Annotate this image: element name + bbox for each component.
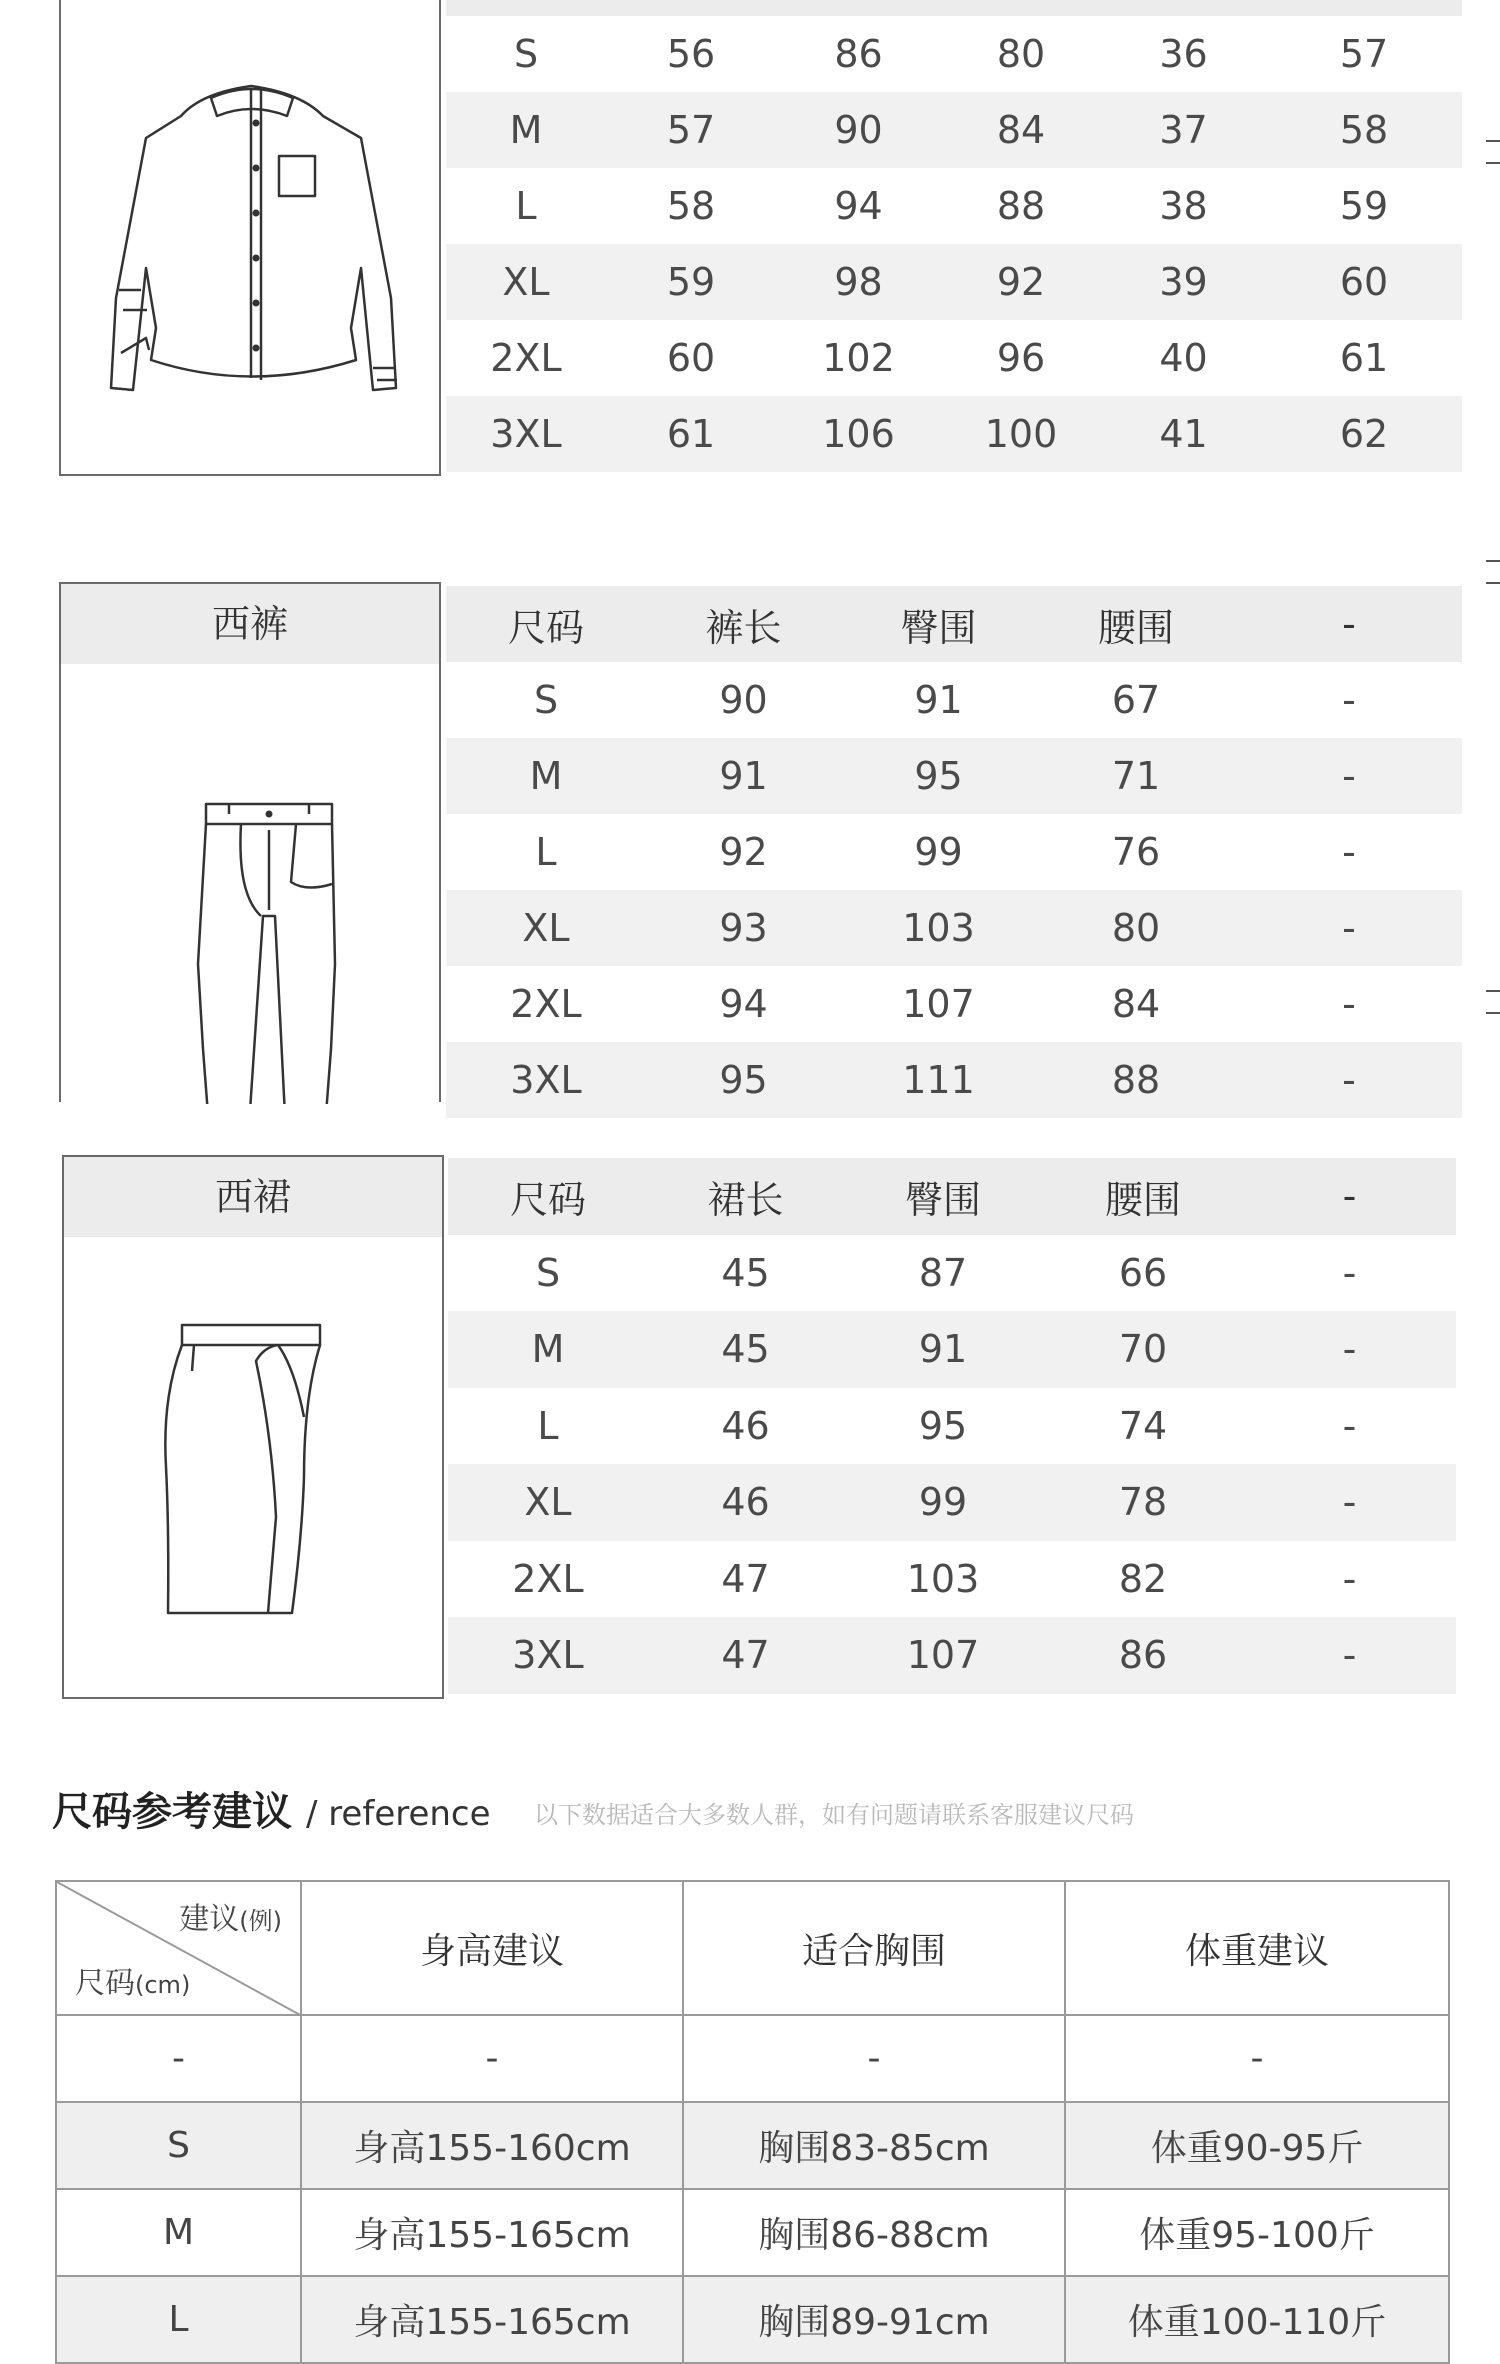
table-cell: 92 bbox=[941, 244, 1101, 320]
shirt-header-strip bbox=[446, 0, 1462, 16]
reference-header-height: 身高建议 bbox=[301, 1881, 683, 2015]
table-cell: - bbox=[1243, 1617, 1456, 1694]
table-cell: XL bbox=[448, 1464, 648, 1541]
shirt-illustration bbox=[61, 0, 443, 478]
table-cell: 61 bbox=[1266, 320, 1462, 396]
table-cell: 76 bbox=[1036, 814, 1236, 890]
table-cell: - bbox=[1243, 1388, 1456, 1465]
table-cell: - bbox=[56, 2015, 301, 2102]
skirt-size-table bbox=[448, 1158, 1456, 1694]
table-cell: 胸围86-88cm bbox=[683, 2189, 1065, 2276]
table-cell: - bbox=[1236, 814, 1462, 890]
crop-mark bbox=[1486, 560, 1500, 562]
skirt-header-cell: - bbox=[1243, 1158, 1456, 1235]
table-cell: 91 bbox=[843, 1311, 1043, 1388]
crop-mark bbox=[1486, 582, 1500, 584]
table-cell: 84 bbox=[941, 92, 1101, 168]
table-cell: 身高155-160cm bbox=[301, 2102, 683, 2189]
table-row bbox=[446, 168, 1462, 244]
table-cell: - bbox=[1236, 738, 1462, 814]
reference-title bbox=[52, 1780, 491, 1837]
table-cell: S bbox=[56, 2102, 301, 2189]
table-cell: 86 bbox=[1043, 1617, 1243, 1694]
table-cell: - bbox=[1236, 966, 1462, 1042]
table-cell: 3XL bbox=[446, 396, 606, 472]
table-cell: 身高155-165cm bbox=[301, 2276, 683, 2363]
table-cell: 56 bbox=[606, 16, 776, 92]
table-cell: 94 bbox=[646, 966, 841, 1042]
corner-top-label: 建议(例) bbox=[179, 1902, 282, 1937]
table-cell: S bbox=[448, 1235, 648, 1312]
pants-label: 西裤 bbox=[61, 584, 439, 664]
skirt-header-cell: 裙长 bbox=[648, 1158, 843, 1235]
shirt-image-box bbox=[59, 0, 441, 476]
table-cell: 38 bbox=[1101, 168, 1266, 244]
pants-header-cell: 尺码 bbox=[446, 586, 646, 662]
reference-corner-cell bbox=[56, 1881, 301, 2015]
table-cell: 99 bbox=[843, 1464, 1043, 1541]
table-cell: 46 bbox=[648, 1464, 843, 1541]
skirt-header-row bbox=[448, 1158, 1456, 1235]
reference-title-zh: 尺码参考建议 bbox=[52, 1789, 292, 1835]
table-cell: 39 bbox=[1101, 244, 1266, 320]
skirt-header-cell: 腰围 bbox=[1043, 1158, 1243, 1235]
table-cell: - bbox=[683, 2015, 1065, 2102]
table-cell: 96 bbox=[941, 320, 1101, 396]
table-cell: 59 bbox=[606, 244, 776, 320]
table-row bbox=[446, 1042, 1462, 1118]
table-cell: S bbox=[446, 16, 606, 92]
skirt-image-box bbox=[62, 1155, 444, 1699]
table-cell: 92 bbox=[646, 814, 841, 890]
corner-bottom-label: 尺码(cm) bbox=[75, 1966, 191, 2001]
table-cell: 67 bbox=[1036, 662, 1236, 738]
table-cell: 80 bbox=[1036, 890, 1236, 966]
table-cell: - bbox=[1236, 662, 1462, 738]
table-cell: 87 bbox=[843, 1235, 1043, 1312]
table-cell: 46 bbox=[648, 1388, 843, 1465]
table-cell: 90 bbox=[646, 662, 841, 738]
table-cell: 胸围89-91cm bbox=[683, 2276, 1065, 2363]
skirt-illustration bbox=[64, 1237, 446, 1697]
table-cell: 78 bbox=[1043, 1464, 1243, 1541]
table-row bbox=[56, 2102, 1449, 2189]
table-cell: 103 bbox=[843, 1541, 1043, 1618]
table-cell: - bbox=[1243, 1464, 1456, 1541]
table-cell: - bbox=[1236, 1042, 1462, 1118]
table-cell: 62 bbox=[1266, 396, 1462, 472]
table-cell: 100 bbox=[941, 396, 1101, 472]
table-row bbox=[448, 1617, 1456, 1694]
table-cell: 95 bbox=[843, 1388, 1043, 1465]
table-cell: M bbox=[446, 92, 606, 168]
table-cell: 106 bbox=[776, 396, 941, 472]
table-cell: 60 bbox=[606, 320, 776, 396]
table-cell: 体重90-95斤 bbox=[1065, 2102, 1449, 2189]
table-cell: S bbox=[446, 662, 646, 738]
table-cell: 61 bbox=[606, 396, 776, 472]
table-cell: M bbox=[448, 1311, 648, 1388]
table-row bbox=[446, 966, 1462, 1042]
table-cell: - bbox=[1065, 2015, 1449, 2102]
table-cell: 47 bbox=[648, 1617, 843, 1694]
table-row bbox=[446, 92, 1462, 168]
table-row bbox=[446, 320, 1462, 396]
table-cell: 57 bbox=[1266, 16, 1462, 92]
table-cell: 95 bbox=[841, 738, 1036, 814]
table-row bbox=[446, 890, 1462, 966]
table-cell: 95 bbox=[646, 1042, 841, 1118]
table-cell: 3XL bbox=[446, 1042, 646, 1118]
table-cell: 82 bbox=[1043, 1541, 1243, 1618]
table-cell: 胸围83-85cm bbox=[683, 2102, 1065, 2189]
reference-table bbox=[55, 1880, 1450, 2364]
pants-illustration bbox=[61, 664, 443, 1104]
table-cell: 37 bbox=[1101, 92, 1266, 168]
table-cell: L bbox=[446, 814, 646, 890]
reference-note: 以下数据适合大多数人群，如有问题请联系客服建议尺码 bbox=[534, 1801, 1134, 1829]
table-cell: 40 bbox=[1101, 320, 1266, 396]
table-cell: 45 bbox=[648, 1311, 843, 1388]
crop-mark bbox=[1486, 990, 1500, 992]
table-cell: 91 bbox=[646, 738, 841, 814]
table-cell: 71 bbox=[1036, 738, 1236, 814]
table-cell: 102 bbox=[776, 320, 941, 396]
table-cell: 98 bbox=[776, 244, 941, 320]
reference-header-chest: 适合胸围 bbox=[683, 1881, 1065, 2015]
reference-title-en: / reference bbox=[305, 1794, 491, 1834]
table-cell: XL bbox=[446, 890, 646, 966]
table-cell: 84 bbox=[1036, 966, 1236, 1042]
table-row bbox=[448, 1464, 1456, 1541]
table-cell: 91 bbox=[841, 662, 1036, 738]
table-cell: - bbox=[1243, 1235, 1456, 1312]
skirt-label: 西裙 bbox=[64, 1157, 442, 1237]
table-cell: 80 bbox=[941, 16, 1101, 92]
crop-mark bbox=[1486, 162, 1500, 164]
table-cell: 36 bbox=[1101, 16, 1266, 92]
table-row bbox=[448, 1388, 1456, 1465]
table-cell: L bbox=[448, 1388, 648, 1465]
table-cell: 111 bbox=[841, 1042, 1036, 1118]
table-cell: 93 bbox=[646, 890, 841, 966]
shirt-size-table bbox=[446, 16, 1462, 472]
table-cell: 47 bbox=[648, 1541, 843, 1618]
table-row bbox=[446, 16, 1462, 92]
table-row bbox=[446, 662, 1462, 738]
table-cell: 88 bbox=[941, 168, 1101, 244]
table-cell: - bbox=[1243, 1541, 1456, 1618]
table-row bbox=[446, 396, 1462, 472]
table-cell: 99 bbox=[841, 814, 1036, 890]
table-cell: XL bbox=[446, 244, 606, 320]
pants-size-table bbox=[446, 586, 1462, 1118]
table-cell: 86 bbox=[776, 16, 941, 92]
table-row bbox=[56, 2015, 1449, 2102]
pants-image-box bbox=[59, 582, 441, 1102]
skirt-header-cell: 臀围 bbox=[843, 1158, 1043, 1235]
table-row bbox=[448, 1541, 1456, 1618]
crop-mark bbox=[1486, 140, 1500, 142]
table-row bbox=[56, 2276, 1449, 2363]
reference-header-weight: 体重建议 bbox=[1065, 1881, 1449, 2015]
table-cell: 58 bbox=[606, 168, 776, 244]
table-cell: - bbox=[1243, 1311, 1456, 1388]
table-row bbox=[446, 738, 1462, 814]
crop-mark bbox=[1486, 1012, 1500, 1014]
table-cell: 59 bbox=[1266, 168, 1462, 244]
table-cell: M bbox=[56, 2189, 301, 2276]
table-cell: 94 bbox=[776, 168, 941, 244]
table-row bbox=[446, 814, 1462, 890]
table-cell: 45 bbox=[648, 1235, 843, 1312]
pants-header-cell: 裤长 bbox=[646, 586, 841, 662]
table-cell: 身高155-165cm bbox=[301, 2189, 683, 2276]
table-cell: 88 bbox=[1036, 1042, 1236, 1118]
table-cell: 103 bbox=[841, 890, 1036, 966]
table-cell: M bbox=[446, 738, 646, 814]
table-cell: 41 bbox=[1101, 396, 1266, 472]
table-cell: 2XL bbox=[446, 966, 646, 1042]
table-cell: 60 bbox=[1266, 244, 1462, 320]
table-cell: 2XL bbox=[448, 1541, 648, 1618]
table-row bbox=[448, 1311, 1456, 1388]
pants-header-cell: 臀围 bbox=[841, 586, 1036, 662]
table-cell: L bbox=[446, 168, 606, 244]
table-cell: 57 bbox=[606, 92, 776, 168]
table-cell: 3XL bbox=[448, 1617, 648, 1694]
table-cell: 107 bbox=[841, 966, 1036, 1042]
table-cell: L bbox=[56, 2276, 301, 2363]
table-cell: 66 bbox=[1043, 1235, 1243, 1312]
skirt-header-cell: 尺码 bbox=[448, 1158, 648, 1235]
table-cell: 74 bbox=[1043, 1388, 1243, 1465]
table-row bbox=[446, 244, 1462, 320]
pants-header-row bbox=[446, 586, 1462, 662]
pants-header-cell: - bbox=[1236, 586, 1462, 662]
table-cell: 107 bbox=[843, 1617, 1043, 1694]
table-cell: 58 bbox=[1266, 92, 1462, 168]
table-cell: 体重100-110斤 bbox=[1065, 2276, 1449, 2363]
table-cell: - bbox=[1236, 890, 1462, 966]
table-cell: 70 bbox=[1043, 1311, 1243, 1388]
table-cell: 体重95-100斤 bbox=[1065, 2189, 1449, 2276]
pants-header-cell: 腰围 bbox=[1036, 586, 1236, 662]
table-cell: 2XL bbox=[446, 320, 606, 396]
table-row bbox=[56, 2189, 1449, 2276]
table-row bbox=[448, 1235, 1456, 1312]
table-cell: 90 bbox=[776, 92, 941, 168]
table-cell: - bbox=[301, 2015, 683, 2102]
